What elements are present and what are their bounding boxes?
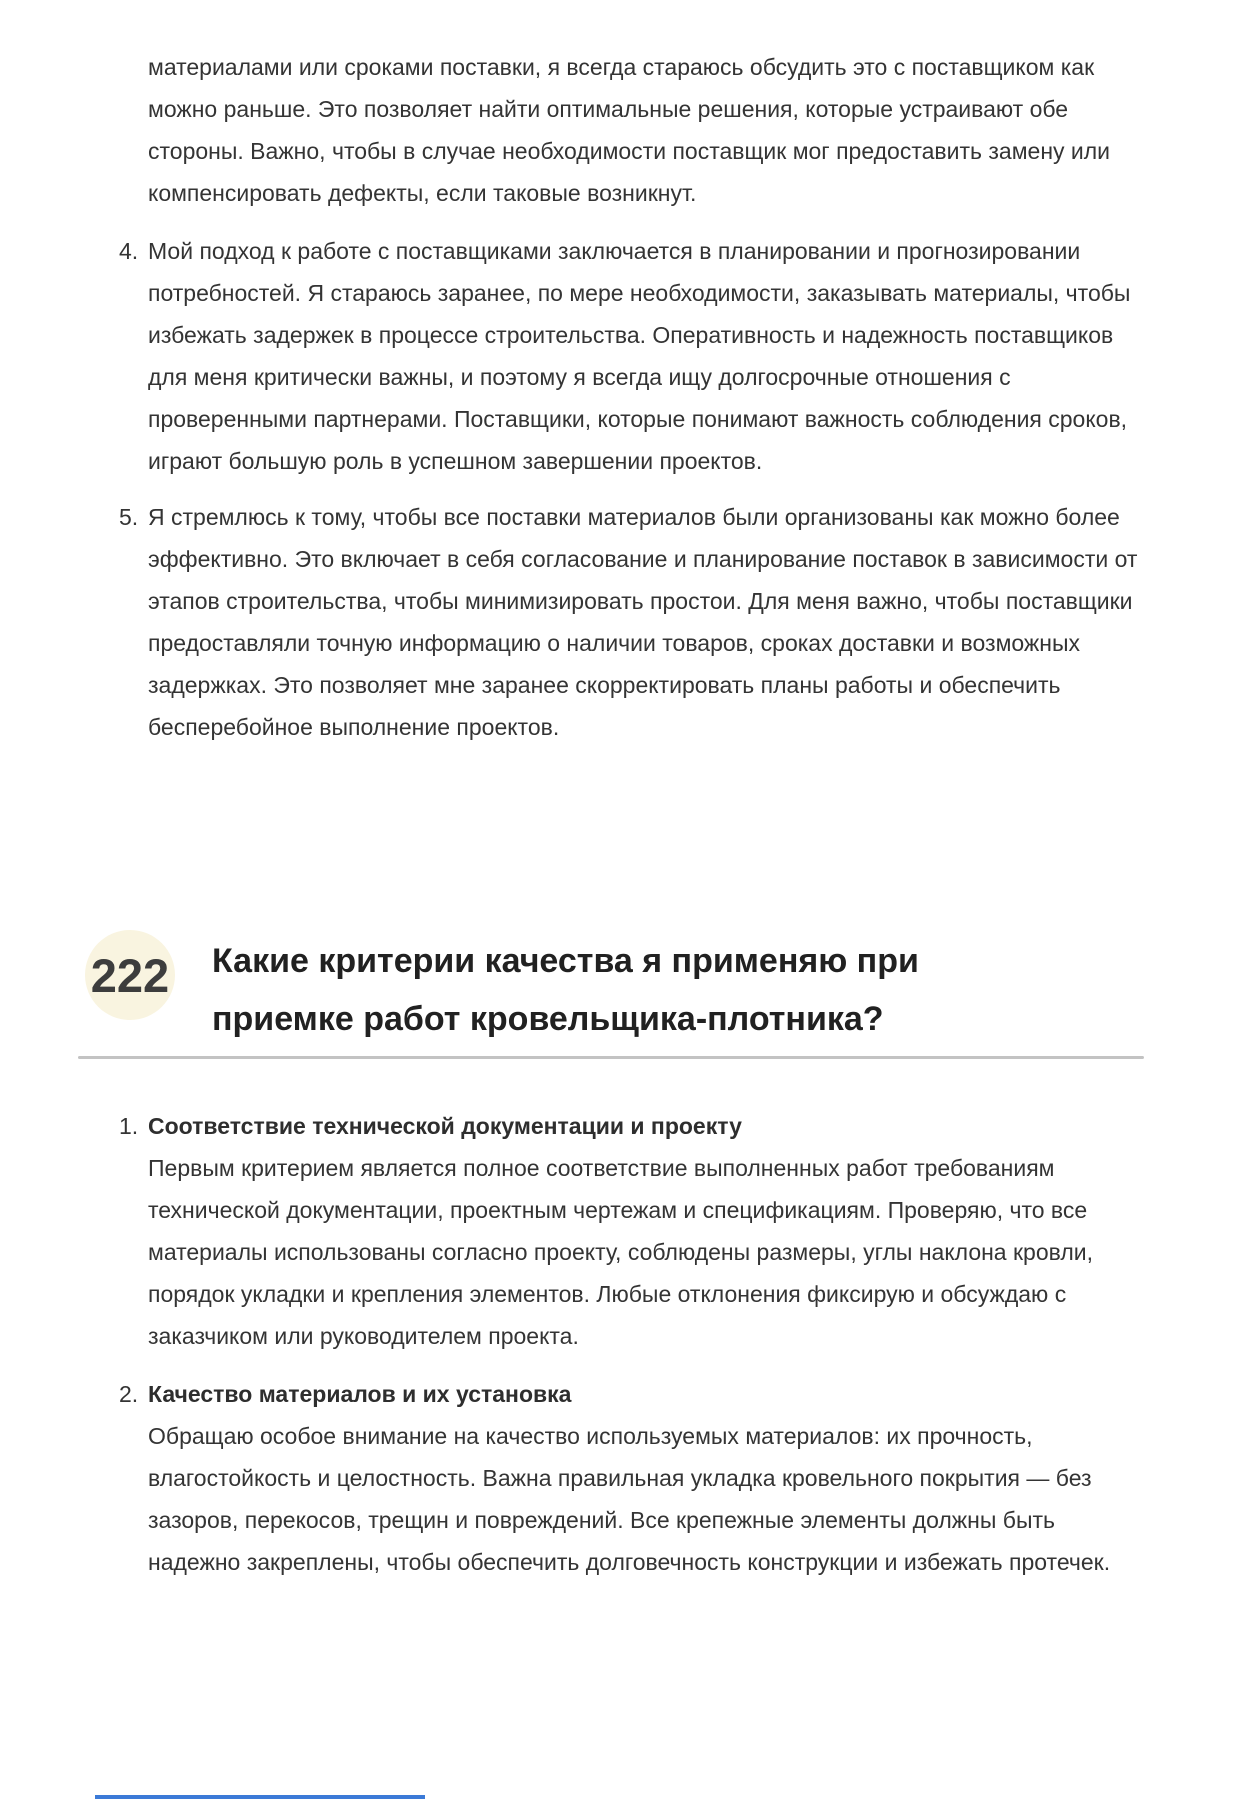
list-item-4 — [119, 230, 1239, 482]
list-number: 1. — [119, 1113, 139, 1139]
criteria-item-1 — [119, 1105, 1239, 1357]
list-number: 2. — [119, 1381, 139, 1407]
question-header — [85, 930, 1239, 1048]
section-divider — [78, 1056, 1144, 1059]
question-title — [212, 930, 919, 1048]
criteria-item-body — [148, 1373, 1140, 1583]
paragraph-continuation: материалами или сроками поставки, я всегда стараюсь обсудить это с поставщиком как можно раньше. Это позволяет найти оптимальные решения, которые устраивают обе стороны. Важно, чтобы в случае необходимости поставщик мог предоставить замену или компенсировать дефекты, если таковые возникнут. — [148, 54, 1111, 206]
question-number: 222 — [90, 948, 170, 1002]
question-title-line-2: приемке работ кровельщика-плотника? — [212, 1000, 884, 1038]
list-item-text: Я стремлюсь к тому, чтобы все поставки материалов были организованы как можно более эффективно. Это включает в себя согласование и планирование поставок в зависимости от этапов строительства, чтобы минимизировать простои. Для меня важно, чтобы поставщики предоставляли точную информацию о наличии товаров, сроках доставки и возможных задержках. Это позволяет мне заранее скорректировать планы работы и обеспечить бесперебойное выполнение проектов. — [148, 504, 1138, 740]
list-number: 4. — [119, 238, 139, 264]
list-number: 5. — [119, 504, 139, 530]
criteria-item-text: Обращаю особое внимание на качество используемых материалов: их прочность, влагостойкость и целостность. Важна правильная укладка кровельного покрытия — без зазоров, перекосов, трещин и повреждений. Все крепежные элементы должны быть надежно закреплены, чтобы обеспечить долговечность конструкции и избежать протечек. — [148, 1423, 1111, 1575]
criteria-item-2 — [119, 1373, 1239, 1583]
question-number-badge — [85, 930, 175, 1020]
criteria-list — [0, 1105, 1239, 1583]
criteria-item-title: Соответствие технической документации и проекту — [148, 1113, 742, 1139]
question-title-line-1: Какие критерии качества я применяю при — [212, 942, 919, 980]
document-page — [0, 46, 1239, 1799]
list-item-5 — [119, 496, 1239, 748]
bottom-blue-bar — [95, 1795, 425, 1799]
criteria-item-body — [148, 1105, 1140, 1357]
criteria-item-text: Первым критерием является полное соответствие выполненных работ требованиям технической документации, проектным чертежам и спецификациям. Проверяю, что все материалы использованы согласно проекту, соблюдены размеры, углы наклона кровли, порядок укладки и крепления элементов. Любые отклонения фиксирую и обсуждаю с заказчиком или руководителем проекта. — [148, 1155, 1093, 1349]
list-item-text: Мой подход к работе с поставщиками заключается в планировании и прогнозировании потребностей. Я стараюсь заранее, по мере необходимости, заказывать материалы, чтобы избежать задержек в процессе строительства. Оперативность и надежность поставщиков для меня критически важны, и поэтому я всегда ищу долгосрочные отношения с проверенными партнерами. Поставщики, которые понимают важность соблюдения сроков, играют большую роль в успешном завершении проектов. — [148, 238, 1131, 474]
criteria-item-title: Качество материалов и их установка — [148, 1381, 572, 1407]
